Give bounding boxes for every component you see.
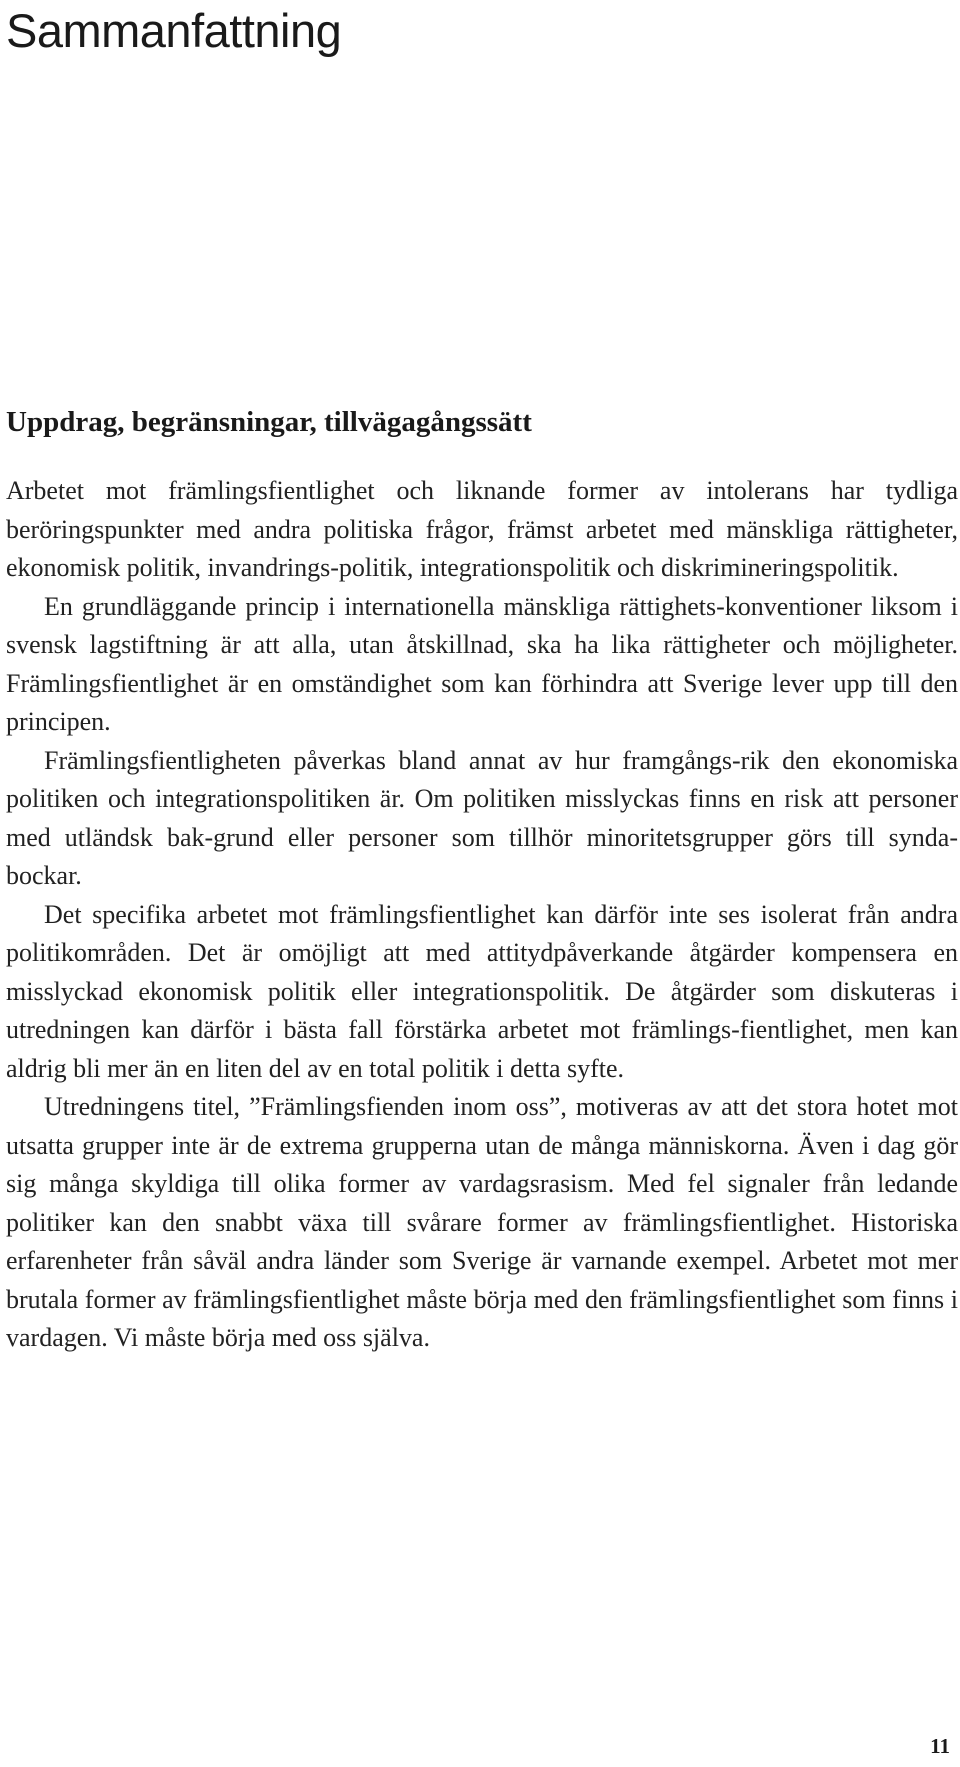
paragraph-1: Arbetet mot främlingsfientlighet och liknande former av intolerans har tydliga beröringspunkter med andra politiska frågor, främst arbetet med mänskliga rättigheter, ekonomisk politik, invandrings-politik, integrationspolitik och diskrimineringspolitik. (6, 476, 958, 582)
paragraph-3: Främlingsfientligheten påverkas bland annat av hur framgångs-rik den ekonomiska politiken och integrationspolitiken är. Om politiken misslyckas finns en risk att personer med utländsk bak-grund eller personer som tillhör minoritetsgrupper görs till synda-bockar. (6, 745, 958, 890)
body-text (6, 472, 958, 1358)
page-number: 11 (930, 1734, 950, 1758)
page-title: Sammanfattning (6, 4, 342, 57)
paragraph-2: En grundläggande princip i internationella mänskliga rättighets-konventioner liksom i svensk lagstiftning är att alla, utan åtskillnad, ska ha lika rättigheter och möjligheter. Främlingsfientlighet är en omständighet som kan förhindra att Sverige lever upp till den principen. (6, 591, 958, 736)
section-assignment (6, 402, 958, 1358)
paragraph-5: Utredningens titel, ”Främlingsfienden inom oss”, motiveras av att det stora hotet mot utsatta grupper inte är de extrema grupperna utan de många människorna. Även i dag gör sig många skyldiga till olika former av vardagsrasism. Med fel signaler från ledande politiker kan den snabbt växa till svårare former av främlingsfientlighet. Historiska erfarenheter från såväl andra länder som Sverige är varnande exempel. Arbetet mot mer brutala former av främlingsfientlighet måste börja med den främlingsfientlighet som finns i vardagen. Vi måste börja med oss själva. (6, 1092, 958, 1352)
paragraph-4: Det specifika arbetet mot främlingsfientlighet kan därför inte ses isolerat från andra politikområden. Det är omöjligt att med attitydpåverkande åtgärder kompensera en misslyckad ekonomisk politik eller integrationspolitik. De åtgärder som diskuteras i utredningen kan därför i bästa fall förstärka arbetet mot främlings-fientlighet, men kan aldrig bli mer än en liten del av en total politik i detta syfte. (6, 899, 958, 1083)
section-heading: Uppdrag, begränsningar, tillvägagångssätt (6, 406, 532, 438)
